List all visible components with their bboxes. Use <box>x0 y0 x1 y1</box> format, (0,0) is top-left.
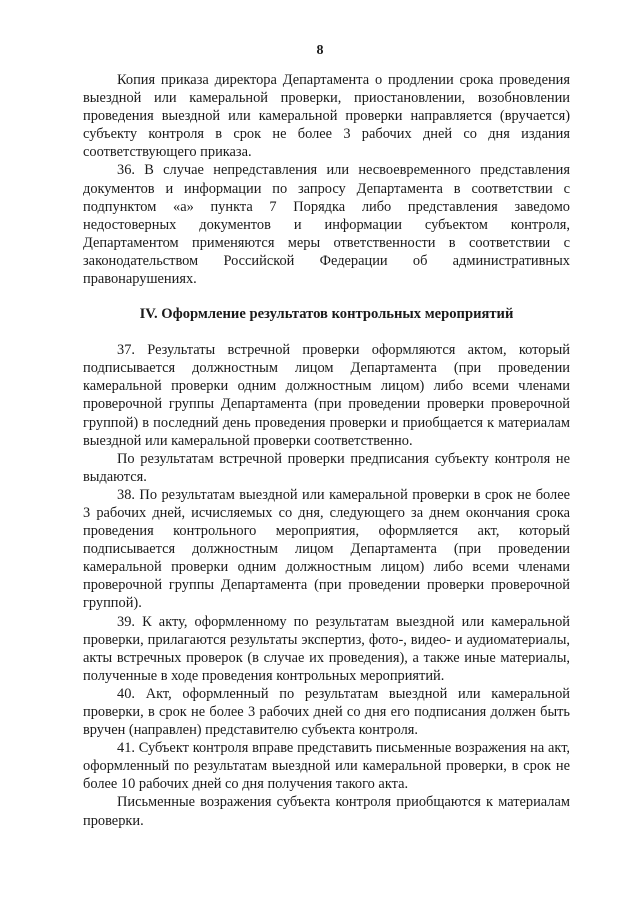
paragraph-counter-check-no-order: По результатам встречной проверки предписания субъекту контроля не выдаются. <box>83 450 570 485</box>
section-heading: IV. Оформление результатов контрольных мероприятий <box>139 306 514 323</box>
paragraph-39: 39. К акту, оформленному по результатам выездной или камеральной проверки, прилагаются результаты экспертиз, фото-, видео- и аудиоматериалы, акты встречных проверок (в случае их проведения), а также иные материалы, полученные в ходе проведения контрольных мероприятий. <box>83 613 570 684</box>
paragraph-36: 36. В случае непредставления или несвоевременного представления документов и информации по запросу Департамента в соответствии с подпунктом «а» пункта 7 Порядка либо представления заведомо недостоверных документов и информации субъектом контроля, Департаментом применяются меры ответственности в соответствии с законодательством Российской Федерации об административных правонарушениях. <box>83 162 570 288</box>
paragraph-38: 38. По результатам выездной или камеральной проверки в срок не более 3 рабочих дней, исчисляемых со дня, следующего за днем окончания срока проведения контрольного мероприятия, оформляется акт, который подписывается должностным лицом Департамента (при проведении камеральной проверки одним должностным лицом) либо всеми членами проверочной группы Департамента (при проведении проверки проверочной группой). <box>83 486 570 612</box>
paragraph-copy-of-order: Копия приказа директора Департамента о продлении срока проведения выездной или камеральной проверки, приостановлении, возобновлении проведения выездной или камеральной проверки направляется (вручается) субъекту контроля в срок не более 3 рабочих дней со дня издания соответствующего приказа. <box>83 72 570 161</box>
document-body <box>83 71 570 830</box>
paragraph-37: 37. Результаты встречной проверки оформляются актом, который подписывается должностным лицом Департамента (при проведении камеральной проверки одним должностным лицом) либо всеми членами проверочной группы Департамента (при проведении проверки проверочной группой) в последний день проведения проверки и приобщается к материалам выездной или камеральной проверки соответственно. <box>83 342 570 449</box>
paragraph-40: 40. Акт, оформленный по результатам выездной или камеральной проверки, в срок не более 3 рабочих дней со дня его подписания должен быть вручен (направлен) представителю субъекта контроля. <box>83 685 570 739</box>
page-number: 8 <box>316 43 324 58</box>
paragraph-written-objections: Письменные возражения субъекта контроля приобщаются к материалам проверки. <box>83 794 570 829</box>
paragraph-41: 41. Субъект контроля вправе представить письменные возражения на акт, оформленный по результатам выездной или камеральной проверки, в срок не более 10 рабочих дней со дня получения такого акта. <box>83 740 570 793</box>
